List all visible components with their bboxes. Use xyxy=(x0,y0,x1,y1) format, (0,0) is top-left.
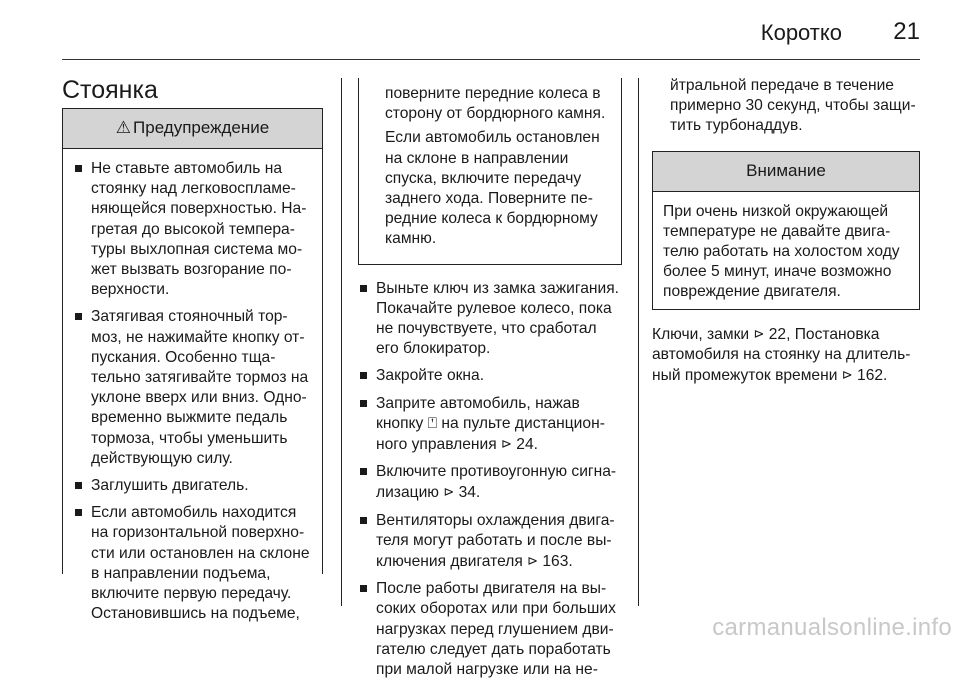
page-ref: 162. xyxy=(857,367,888,385)
step-item xyxy=(358,511,622,573)
keys-ref-text: Ключи, замки xyxy=(652,325,750,343)
warning-box-continuation xyxy=(358,78,622,265)
page-ref-icon: ⊳ xyxy=(527,553,539,569)
step-item: Закройте окна. xyxy=(358,366,622,386)
warning-triangle-icon: ⚠ xyxy=(115,118,132,138)
steps-list xyxy=(358,279,622,681)
header-title: Коротко xyxy=(760,20,842,45)
warning-box-header xyxy=(63,109,322,149)
notice-box-header xyxy=(653,152,919,192)
page-ref: 163. xyxy=(542,553,573,571)
notice-box xyxy=(652,151,920,310)
warning-item: Заглушить двигатель. xyxy=(73,476,312,496)
step-item: После работы двигателя на высоких оборотах или при больших нагрузках перед глушением двигателю следует дать поработать при малой нагрузке или на не- xyxy=(358,579,622,680)
column-3 xyxy=(652,0,920,386)
warning-box xyxy=(62,108,323,623)
watermark: carmanualsonline.info xyxy=(712,614,952,641)
column-1 xyxy=(62,108,323,623)
warning-item: Не ставьте автомобиль на стоянку над легковоспламеняющейся поверхностью. Нагретая до высокой температуры выхлопная система может вызвать возгорание поверхности. xyxy=(73,159,312,300)
step-text: Включите противоугонную сигнализацию xyxy=(376,463,617,502)
continuation-text: йтральной передаче в течение примерно 30 секунд, чтобы защитить турбонаддув. xyxy=(670,77,916,135)
warning-item: Затягивая стояночный тормоз, не нажимайте кнопку отпускания. Особенно тщательно затягивайте тормоз на уклоне вверх или вниз. Одновременно выжмите педаль тормоза, чтобы уменьшить действующую силу. xyxy=(73,307,312,469)
page-ref-icon: ⊳ xyxy=(443,484,455,500)
warning-box-title: Предупреждение xyxy=(133,118,270,138)
lock-button-icon: ⍞ xyxy=(427,414,438,432)
warning-continuation-text: Если автомобиль остановлен на склоне в направлении спуска, включите передачу заднего хода. Поверните передние колеса к бордюрному камню. xyxy=(385,129,600,248)
page-ref-icon: ⊳ xyxy=(501,436,512,452)
notice-box-title: Внимание xyxy=(746,161,826,180)
step-item xyxy=(358,462,622,503)
keys-reference xyxy=(652,324,920,387)
step-item: Выньте ключ из замка зажигания. Покачайте рулевое колесо, пока не почувствуете, что сработал его блокиратор. xyxy=(358,279,622,360)
page-number: 21 xyxy=(893,18,920,45)
page-ref: 24. xyxy=(516,436,538,454)
step-text: на пульте дистанционного управления xyxy=(376,414,605,454)
keys-ref-text: 22, Постановка автомобиля на стоянку на длительный промежуток времени xyxy=(652,325,911,385)
page-ref-icon: ⊳ xyxy=(753,325,765,341)
page-ref: 34. xyxy=(458,484,481,502)
warning-continuation-text: поверните передние колеса в сторону от бордюрного камня. xyxy=(385,85,606,123)
column-divider-2 xyxy=(638,78,639,606)
notice-box-body: При очень низкой окружающей температуре не давайте двигателю работать на холостом ходу более 5 минут, иначе возможно повреждение двигателя. xyxy=(663,202,900,301)
step-text: Вентиляторы охлаждения двигателя могут работать и после выключения двигателя xyxy=(376,511,615,571)
warning-item: Если автомобиль находится на горизонтальной поверхности или остановлен на склоне в направлении подъема, включите первую передачу. Остановившись на подъеме, xyxy=(73,503,312,624)
section-title: Стоянка xyxy=(62,76,158,104)
column-2 xyxy=(358,0,622,687)
warning-box-body xyxy=(63,149,322,637)
step-item xyxy=(358,394,622,456)
column-divider-1 xyxy=(341,78,342,606)
page-ref-icon: ⊳ xyxy=(841,367,853,383)
step-text: Заприте автомобиль, нажав кнопку xyxy=(376,394,580,432)
